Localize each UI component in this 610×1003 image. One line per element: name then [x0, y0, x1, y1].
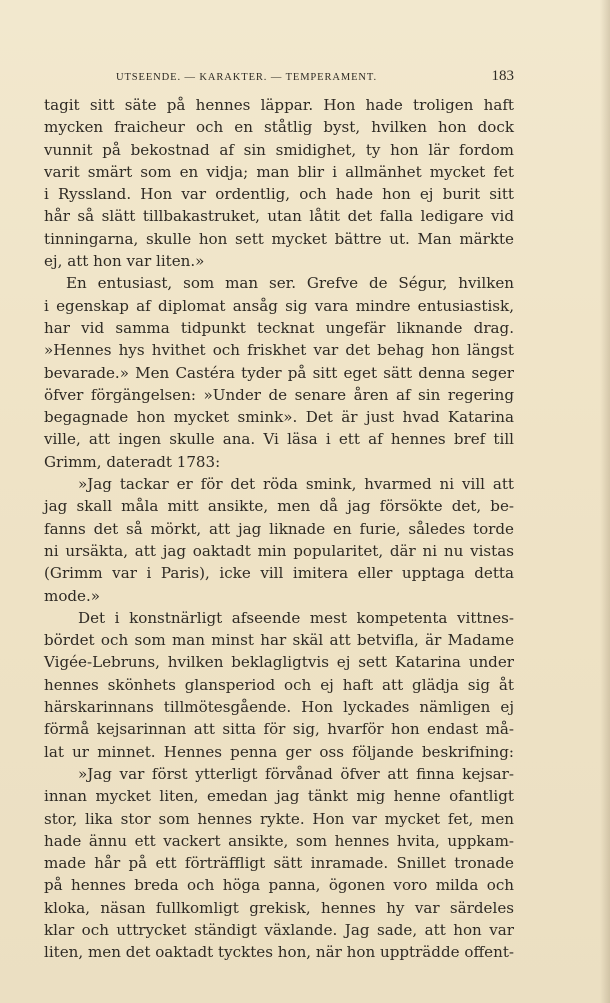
text-line: »Jag tackar er för det röda smink, hvarmed ni vill att: [78, 475, 514, 494]
text-line: hennes skönhets glansperiod och ej haft att glädja sig åt: [44, 675, 514, 694]
text-line: stor, lika stor som hennes rykte. Hon var mycket fet, men: [44, 809, 514, 828]
text-line: i egenskap af diplomat ansåg sig vara mindre entusiastisk,: [44, 296, 514, 315]
text-line: liten, men det oaktadt tycktes hon, när hon uppträdde offent-: [44, 943, 514, 962]
text-line: varit smärt som en vidja; man blir i allmänhet mycket fet: [44, 162, 514, 181]
body-text: [44, 94, 514, 964]
text-line: förmå kejsarinnan att sitta för sig, hvarför hon endast må-: [44, 720, 514, 739]
text-line: öfver förgängelsen: »Under de senare åren af sin regering: [44, 385, 514, 404]
text-line: En entusiast, som man ser. Grefve de Ségur, hvilken: [66, 274, 514, 293]
text-line: på hennes breda och höga panna, ögonen voro milda och: [44, 876, 514, 895]
page-number: 183: [491, 68, 514, 84]
text-line: ni ursäkta, att jag oaktadt min popularitet, där ni nu vistas: [44, 541, 514, 560]
running-head: UTSEENDE. — KARAKTER. — TEMPERAMENT.: [116, 72, 377, 83]
text-line: tagit sitt säte på hennes läppar. Hon hade troligen haft: [44, 96, 514, 114]
text-line: »Jag var först ytterligt förvånad öfver att finna kejsar-: [78, 764, 514, 783]
text-line: made hår på ett förträffligt sätt inramade. Snillet tronade: [44, 854, 514, 873]
text-line: tinningarna, skulle hon sett mycket bättre ut. Man märkte: [44, 229, 514, 248]
text-line: bevarade.» Men Castéra tyder på sitt eget sätt denna seger: [44, 363, 514, 382]
text-line: mycken fraicheur och en ståtlig byst, hvilken hon dock: [44, 118, 514, 137]
text-line: »Hennes hys hvithet och friskhet var det behag hon längst: [44, 341, 514, 360]
text-line: Vigée-Lebruns, hvilken beklagligtvis ej sett Katarina under: [44, 653, 514, 672]
text-line: innan mycket liten, emedan jag tänkt mig henne ofantligt: [44, 787, 514, 806]
text-line: har vid samma tidpunkt tecknat ungefär liknande drag.: [44, 318, 514, 337]
text-line: klar och uttrycket ständigt växlande. Jag sade, att hon var: [44, 920, 514, 939]
text-line: (Grimm var i Paris), icke vill imitera eller upptaga detta: [44, 564, 514, 583]
text-line: i Ryssland. Hon var ordentlig, och hade hon ej burit sitt: [44, 185, 514, 204]
text-line: jag skall måla mitt ansikte, men då jag försökte det, be-: [44, 497, 514, 516]
text-line: bördet och som man minst har skäl att betvifla, är Madame: [44, 631, 514, 650]
text-line: lat ur minnet. Hennes penna ger oss följande beskrifning:: [44, 742, 514, 761]
text-line: kloka, näsan fullkomligt grekisk, hennes hy var särdeles: [44, 898, 514, 917]
text-line: hår så slätt tillbakastruket, utan låtit det falla ledigare vid: [44, 207, 514, 226]
text-line: Grimm, dateradt 1783:: [44, 452, 221, 471]
text-line: vunnit på bekostnad af sin smidighet, ty hon lär fordom: [44, 140, 514, 159]
text-line: mode.»: [44, 586, 101, 605]
text-line: ej, att hon var liten.»: [44, 252, 205, 271]
text-line: ville, att ingen skulle ana. Vi läsa i ett af hennes bref till: [44, 430, 514, 449]
text-line: begagnade hon mycket smink». Det är just hvad Katarina: [44, 408, 514, 427]
text-line: fanns det så mörkt, att jag liknade en furie, således torde: [44, 519, 514, 538]
page-edge-shadow: [600, 0, 610, 1003]
page-header: [116, 66, 516, 86]
text-line: Det i konstnärligt afseende mest kompetenta vittnes-: [78, 608, 514, 627]
text-line: härskarinnans tillmötesgående. Hon lyckades nämligen ej: [44, 698, 514, 717]
text-line: hade ännu ett vackert ansikte, som hennes hvita, uppkam-: [44, 831, 514, 850]
